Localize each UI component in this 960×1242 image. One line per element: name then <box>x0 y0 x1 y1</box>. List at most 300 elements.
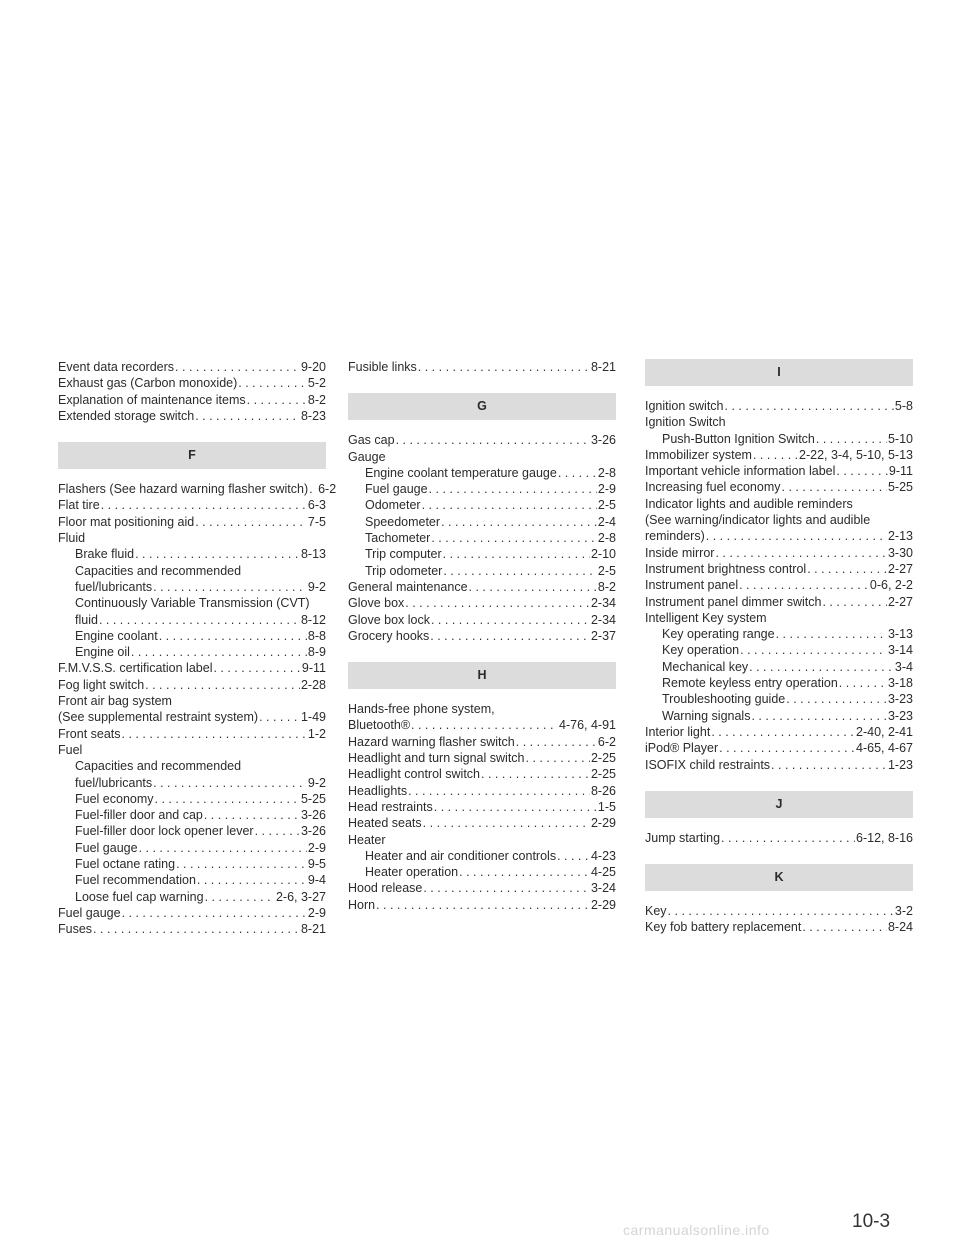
entry-page-ref: 2-29 <box>590 897 616 912</box>
entry-page-ref: 9-5 <box>307 857 326 872</box>
dot-leader <box>557 848 590 864</box>
dot-leader <box>807 561 887 577</box>
entry-label: ISOFIX child restraints <box>645 757 771 772</box>
entry-page-ref: 2-9 <box>597 482 616 497</box>
entry-label: Push-Button Ignition Switch <box>662 431 815 446</box>
dot-leader <box>153 579 307 595</box>
dot-leader <box>443 546 590 562</box>
index-entry <box>645 398 913 414</box>
dot-leader <box>443 563 597 579</box>
entry-label: fuel/lubricants <box>75 775 153 790</box>
dot-leader <box>822 594 887 610</box>
entry-label: Ignition switch <box>645 399 724 413</box>
entry-page-ref: 8-2 <box>597 579 616 594</box>
dot-leader <box>176 856 307 872</box>
entry-label: Grocery hooks <box>348 628 430 643</box>
entry-label: Glove box lock <box>348 612 430 627</box>
entry-page-ref: 2-4 <box>597 514 616 529</box>
index-entry <box>348 717 616 733</box>
dot-leader <box>753 447 798 463</box>
dot-leader <box>418 359 590 375</box>
entry-label: Fuel-filler door and cap <box>75 808 203 823</box>
index-entry <box>58 481 337 497</box>
entry-page-ref: 8-13 <box>300 547 326 562</box>
entry-label: Flashers (See hazard warning flasher switch) <box>58 482 309 497</box>
entry-page-ref: 9-2 <box>307 775 326 790</box>
entry-page-ref: 7-5 <box>307 514 326 529</box>
entry-page-ref: 9-20 <box>300 360 326 374</box>
entry-page-ref: 0-6, 2-2 <box>869 578 913 593</box>
index-entry <box>348 628 616 644</box>
index-entry <box>645 577 913 593</box>
entry-label: Extended storage switch <box>58 408 195 423</box>
entry-label: Key <box>645 904 667 919</box>
entry-label: Glove box <box>348 596 405 611</box>
entry-label: Immobilizer system <box>645 447 752 462</box>
index-entry <box>58 726 326 742</box>
entry-page-ref: 2-8 <box>597 531 616 546</box>
dot-leader <box>205 889 275 905</box>
index-heading: Continuously Variable Transmission (CVT) <box>75 596 310 611</box>
dot-leader <box>195 514 307 530</box>
entry-label: Odometer <box>365 498 421 513</box>
dot-leader <box>715 545 887 561</box>
entry-label: Headlight control switch <box>348 767 481 782</box>
entry-page-ref: 9-4 <box>307 873 326 888</box>
entry-label: Fuel gauge <box>365 482 428 497</box>
entry-page-ref: 8-23 <box>300 408 326 423</box>
entry-page-ref: 8-8 <box>307 628 326 643</box>
index-entry <box>645 626 913 642</box>
entry-label: Gas cap <box>348 433 395 448</box>
entry-label: Remote keyless entry operation <box>662 676 838 691</box>
index-entry <box>645 594 913 610</box>
entry-page-ref: 8-26 <box>590 783 616 798</box>
dot-leader <box>802 919 887 935</box>
entry-page-ref: 3-18 <box>887 676 913 691</box>
dot-leader <box>469 579 597 595</box>
index-entry <box>348 359 616 375</box>
dot-leader <box>423 815 590 831</box>
entry-label: Key fob battery replacement <box>645 920 802 935</box>
index-entry <box>58 660 326 676</box>
entry-label: Front seats <box>58 726 121 741</box>
index-entry <box>58 889 326 905</box>
entry-label: Headlights <box>348 783 408 798</box>
dot-leader <box>429 481 597 497</box>
dot-leader <box>434 799 597 815</box>
dot-leader <box>255 823 300 839</box>
index-column-2 <box>348 359 616 913</box>
entry-page-ref: 8-21 <box>590 360 616 374</box>
entry-label: Exhaust gas (Carbon monoxide) <box>58 376 238 391</box>
dot-leader <box>430 628 590 644</box>
dot-leader <box>135 546 300 562</box>
entry-page-ref: 4-76, 4-91 <box>559 718 616 733</box>
entry-page-ref: 8-12 <box>300 612 326 627</box>
entry-label: Fuel gauge <box>75 840 138 855</box>
dot-leader <box>431 612 590 628</box>
dot-leader <box>721 830 855 846</box>
index-entry <box>58 497 326 513</box>
section-header: F <box>58 442 326 469</box>
index-entry <box>58 514 326 530</box>
entry-label: Important vehicle information label <box>645 464 836 479</box>
index-entry <box>348 897 616 913</box>
entry-page-ref: 3-30 <box>887 545 913 560</box>
entry-label: Inside mirror <box>645 545 715 560</box>
dot-leader <box>739 577 869 593</box>
entry-page-ref: 2-28 <box>300 677 326 692</box>
index-entry <box>58 709 326 725</box>
dot-leader <box>481 766 590 782</box>
entry-page-ref: 9-11 <box>301 661 326 676</box>
entry-page-ref: 2-29 <box>590 816 616 831</box>
index-entry <box>645 479 913 495</box>
entry-page-ref: 8-21 <box>300 922 326 937</box>
index-entry <box>645 561 913 577</box>
index-entry <box>645 463 913 479</box>
entry-label: Head restraints <box>348 799 433 814</box>
entry-label: Fog light switch <box>58 677 145 692</box>
entry-page-ref: 3-14 <box>887 643 913 658</box>
entry-page-ref: 2-22, 3-4, 5-10, 5-13 <box>799 447 913 462</box>
entry-label: Event data recorders <box>58 360 175 374</box>
entry-label: Speedometer <box>365 514 441 529</box>
entry-label: Brake fluid <box>75 547 135 562</box>
entry-page-ref: 1-5 <box>597 799 616 814</box>
entry-label: iPod® Player <box>645 741 719 756</box>
index-entry <box>645 919 913 935</box>
dot-leader <box>122 726 307 742</box>
index-heading: Gauge <box>348 449 386 464</box>
entry-page-ref: 3-26 <box>590 433 616 448</box>
index-entry <box>58 840 326 856</box>
index-entry <box>348 815 616 831</box>
index-entry <box>348 546 616 562</box>
entry-page-ref: 2-8 <box>597 465 616 480</box>
dot-leader <box>749 659 894 675</box>
index-entry <box>348 783 616 799</box>
index-entry <box>645 431 913 447</box>
index-heading: Hands-free phone system, <box>348 702 495 717</box>
entry-label: Trip odometer <box>365 563 443 578</box>
dot-leader <box>526 750 590 766</box>
entry-label: F.M.V.S.S. certification label <box>58 661 213 676</box>
entry-page-ref: 5-2 <box>307 376 326 391</box>
dot-leader <box>719 740 855 756</box>
entry-page-ref: 2-27 <box>887 594 913 609</box>
index-entry <box>348 481 616 497</box>
entry-page-ref: 2-40, 2-41 <box>856 724 913 739</box>
dot-leader <box>422 497 597 513</box>
index-entry <box>58 856 326 872</box>
dot-leader <box>376 897 590 913</box>
entry-page-ref: 3-13 <box>887 627 913 642</box>
index-entry <box>348 465 616 481</box>
entry-label: Interior light <box>645 724 711 739</box>
index-heading: Fuel <box>58 742 83 757</box>
entry-label: Increasing fuel economy <box>645 480 781 495</box>
entry-label: Fusible links <box>348 360 417 374</box>
entry-label: Fuel-filler door lock opener lever <box>75 824 254 839</box>
dot-leader <box>441 514 597 530</box>
dot-leader <box>516 734 597 750</box>
index-heading: Ignition Switch <box>645 415 726 430</box>
index-entry <box>58 775 326 791</box>
entry-page-ref: 3-24 <box>590 881 616 896</box>
entry-page-ref: 9-2 <box>307 579 326 594</box>
entry-page-ref: 8-24 <box>887 920 913 935</box>
entry-label: Troubleshooting guide <box>662 692 786 707</box>
dot-leader <box>259 709 300 725</box>
index-entry <box>645 740 913 756</box>
dot-leader <box>816 431 887 447</box>
entry-page-ref: 3-26 <box>300 808 326 823</box>
index-entry <box>348 750 616 766</box>
index-heading: Heater <box>348 832 386 847</box>
index-entry <box>645 691 913 707</box>
index-heading: Capacities and recommended <box>75 563 242 578</box>
dot-leader <box>175 359 300 375</box>
dot-leader <box>93 921 300 937</box>
entry-page-ref: 2-27 <box>887 561 913 576</box>
entry-page-ref: 6-3 <box>307 498 326 513</box>
index-entry <box>58 872 326 888</box>
entry-label: Fuel recommendation <box>75 873 196 888</box>
entry-page-ref: 3-23 <box>887 692 913 707</box>
dot-leader <box>771 757 887 773</box>
section-header: I <box>645 359 913 386</box>
entry-page-ref: 2-6, 3-27 <box>275 889 326 904</box>
index-entry <box>348 530 616 546</box>
entry-page-ref: 2-9 <box>307 905 326 920</box>
index-entry <box>58 579 326 595</box>
index-column-1 <box>58 359 337 938</box>
dot-leader <box>99 612 300 628</box>
index-entry <box>645 708 913 724</box>
index-entry <box>348 563 616 579</box>
entry-page-ref: 3-4 <box>894 659 913 674</box>
entry-page-ref: 4-65, 4-67 <box>856 741 913 756</box>
entry-page-ref: 1-49 <box>300 710 326 725</box>
entry-page-ref: 2-9 <box>307 840 326 855</box>
entry-page-ref: 8-2 <box>307 392 326 407</box>
dot-leader <box>459 864 590 880</box>
entry-page-ref: 2-25 <box>590 751 616 766</box>
entry-label: Key operating range <box>662 627 775 642</box>
index-entry <box>645 528 913 544</box>
entry-label: Tachometer <box>365 531 431 546</box>
index-entry <box>348 595 616 611</box>
dot-leader <box>558 465 597 481</box>
dot-leader <box>153 775 307 791</box>
entry-page-ref: 8-9 <box>307 645 326 660</box>
index-column-3 <box>645 359 913 936</box>
entry-label: Heater and air conditioner controls <box>365 848 557 863</box>
index-entry <box>348 579 616 595</box>
index-heading: Capacities and recommended <box>75 759 242 774</box>
entry-label: reminders) <box>645 529 705 544</box>
entry-label: Fuel economy <box>75 791 154 806</box>
dot-leader <box>155 791 300 807</box>
entry-page-ref: 6-2 <box>318 482 337 497</box>
dot-leader <box>195 408 300 424</box>
index-entry <box>348 848 616 864</box>
entry-page-ref: 6-12, 8-16 <box>856 830 913 845</box>
dot-leader <box>836 463 888 479</box>
dot-leader <box>751 708 887 724</box>
dot-leader <box>405 595 590 611</box>
dot-leader <box>786 691 887 707</box>
entry-label: Mechanical key <box>662 659 749 674</box>
entry-label: Heated seats <box>348 816 422 831</box>
dot-leader <box>309 481 317 497</box>
dot-leader <box>396 432 590 448</box>
entry-page-ref: 2-34 <box>590 596 616 611</box>
index-entry <box>348 799 616 815</box>
entry-label: Instrument brightness control <box>645 561 807 576</box>
entry-label: fluid <box>75 612 98 627</box>
entry-label: General maintenance <box>348 579 468 594</box>
dot-leader <box>668 903 894 919</box>
index-entry <box>645 903 913 919</box>
watermark-text: carmanualsonline.info <box>623 1222 770 1238</box>
index-entry <box>645 757 913 773</box>
dot-leader <box>706 528 887 544</box>
index-entry <box>645 830 913 846</box>
entry-label: Trip computer <box>365 547 442 562</box>
index-entry <box>645 659 913 675</box>
section-header: H <box>348 662 616 689</box>
index-heading: (See warning/indicator lights and audible <box>645 513 871 528</box>
entry-page-ref: 2-34 <box>590 612 616 627</box>
index-entry <box>348 880 616 896</box>
entry-label: Hazard warning flasher switch <box>348 734 515 749</box>
index-entry <box>58 628 326 644</box>
dot-leader <box>122 905 307 921</box>
index-entry <box>58 612 326 628</box>
dot-leader <box>411 717 558 733</box>
entry-label: Headlight and turn signal switch <box>348 751 525 766</box>
entry-page-ref: 5-10 <box>887 431 913 446</box>
entry-page-ref: 1-2 <box>307 726 326 741</box>
index-entry <box>58 359 326 375</box>
index-entry <box>645 642 913 658</box>
page-number: 10-3 <box>852 1211 891 1232</box>
index-entry <box>58 791 326 807</box>
entry-label: (See supplemental restraint system) <box>58 710 259 725</box>
dot-leader <box>740 642 887 658</box>
dot-leader <box>139 840 307 856</box>
dot-leader <box>131 644 307 660</box>
entry-label: Hood release <box>348 881 423 896</box>
index-entry <box>645 675 913 691</box>
dot-leader <box>213 660 300 676</box>
entry-page-ref: 2-5 <box>597 563 616 578</box>
dot-leader <box>839 675 887 691</box>
entry-page-ref: 5-25 <box>300 791 326 806</box>
entry-label: Fuel gauge <box>58 905 121 920</box>
entry-page-ref: 2-37 <box>590 628 616 643</box>
index-entry <box>58 644 326 660</box>
index-entry <box>348 734 616 750</box>
dot-leader <box>238 375 307 391</box>
index-entry <box>348 864 616 880</box>
dot-leader <box>204 807 300 823</box>
dot-leader <box>782 479 887 495</box>
dot-leader <box>197 872 307 888</box>
entry-page-ref: 5-8 <box>894 399 913 413</box>
dot-leader <box>101 497 307 513</box>
entry-page-ref: 3-2 <box>894 904 913 919</box>
entry-page-ref: 3-23 <box>887 708 913 723</box>
dot-leader <box>423 880 590 896</box>
index-heading: Intelligent Key system <box>645 610 767 625</box>
index-entry <box>58 905 326 921</box>
entry-label: Bluetooth® <box>348 718 411 733</box>
dot-leader <box>711 724 855 740</box>
index-entry <box>58 375 326 391</box>
entry-label: Key operation <box>662 643 740 658</box>
entry-page-ref: 1-23 <box>887 757 913 772</box>
entry-page-ref: 2-25 <box>590 767 616 782</box>
index-entry <box>645 724 913 740</box>
section-header: J <box>645 791 913 818</box>
dot-leader <box>247 392 307 408</box>
index-entry <box>645 447 913 463</box>
dot-leader <box>145 677 300 693</box>
index-entry <box>58 921 326 937</box>
entry-page-ref: 4-25 <box>590 865 616 880</box>
index-heading: Fluid <box>58 531 86 546</box>
entry-page-ref: 2-13 <box>887 529 913 544</box>
index-entry <box>58 392 326 408</box>
index-heading: Indicator lights and audible reminders <box>645 496 853 511</box>
entry-label: Engine coolant temperature gauge <box>365 465 557 480</box>
entry-label: Instrument panel <box>645 578 739 593</box>
entry-label: Explanation of maintenance items <box>58 392 246 407</box>
entry-label: Warning signals <box>662 708 751 723</box>
dot-leader <box>776 626 887 642</box>
index-entry <box>348 497 616 513</box>
index-entry <box>348 432 616 448</box>
index-entry <box>58 408 326 424</box>
index-entry <box>348 514 616 530</box>
entry-label: Engine oil <box>75 645 130 660</box>
entry-page-ref: 9-11 <box>888 464 913 479</box>
dot-leader <box>159 628 307 644</box>
entry-label: Fuses <box>58 922 93 937</box>
entry-label: Instrument panel dimmer switch <box>645 594 822 609</box>
index-entry <box>58 807 326 823</box>
entry-page-ref: 6-2 <box>597 734 616 749</box>
entry-label: Flat tire <box>58 498 100 513</box>
dot-leader <box>725 398 894 414</box>
section-header: G <box>348 393 616 420</box>
entry-page-ref: 5-25 <box>887 480 913 495</box>
section-header: K <box>645 864 913 891</box>
index-heading: Front air bag system <box>58 694 172 709</box>
index-entry <box>58 546 326 562</box>
entry-label: Horn <box>348 897 376 912</box>
index-entry <box>645 545 913 561</box>
entry-label: Jump starting <box>645 830 721 845</box>
index-entry <box>58 677 326 693</box>
entry-page-ref: 2-10 <box>590 547 616 562</box>
dot-leader <box>431 530 597 546</box>
entry-page-ref: 3-26 <box>300 824 326 839</box>
